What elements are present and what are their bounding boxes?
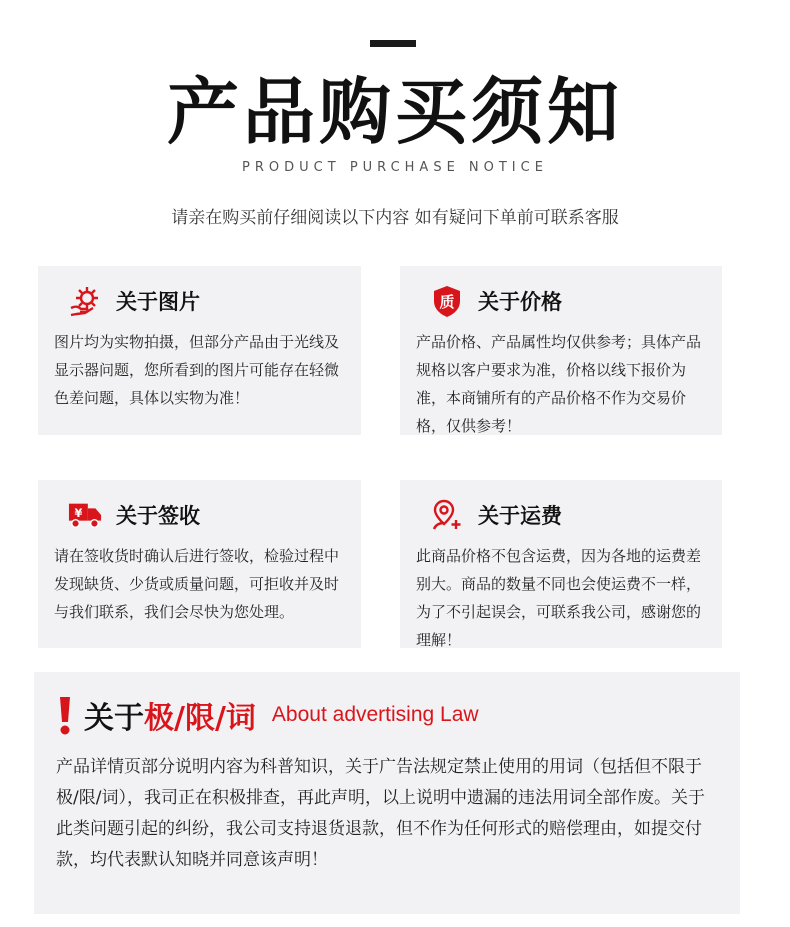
notice-card-images — [38, 266, 361, 435]
card-header — [416, 284, 706, 318]
delivery-truck-icon — [68, 498, 102, 532]
card-title: 关于价格 — [478, 290, 562, 314]
card-header — [54, 498, 345, 532]
intro-text: 请亲在购买前仔细阅读以下内容 如有疑问下单前可联系客服 — [171, 208, 619, 228]
page-title: 产品购买须知 — [166, 70, 623, 154]
card-title: 关于签收 — [116, 504, 200, 528]
card-body: 此商品价格不包含运费，因为各地的运费差别大。商品的数量不同也会使运费不一样，为了不引起误会，可联系我公司，感谢您的理解！ — [416, 547, 702, 649]
card-body: 请在签收货时确认后进行签收，检验过程中发现缺货、少货或质量问题，可拒收并及时与我们联系，我们会尽快为您处理。 — [54, 547, 340, 621]
card-body: 图片均为实物拍摄，但部分产品由于光线及显示器问题，您所看到的图片可能存在轻微色差问题，具体以实物为准！ — [54, 333, 340, 407]
quality-shield-icon — [430, 284, 464, 318]
page-subtitle: PRODUCT PURCHASE NOTICE — [242, 160, 548, 175]
exclamation-icon — [56, 695, 74, 735]
law-title-highlight: 极/限/词 — [144, 701, 256, 736]
location-person-icon — [430, 498, 464, 532]
card-header — [416, 498, 706, 532]
card-title: 关于图片 — [116, 290, 200, 314]
notice-card-price — [400, 266, 722, 435]
card-title: 关于运费 — [478, 504, 562, 528]
law-title-en: About advertising Law — [271, 703, 479, 726]
title-decor-bar — [370, 40, 416, 47]
card-body: 产品价格、产品属性均仅供参考；具体产品规格以客户要求为准，价格以线下报价为准，本商铺所有的产品价格不作为交易价格，仅供参考！ — [416, 333, 702, 435]
shield-icon-text: 质 — [439, 293, 455, 311]
law-body: 产品详情页部分说明内容为科普知识，关于广告法规定禁止使用的用词（包括但不限于极/限/词），我司正在积极排查，再此声明，以上说明中遗漏的违法用词全部作废。关于此类问题引起的纠纷，我公司支持退货退款，但不作为任何形式的赔偿理由，如提交付款，均代表默认知晓并同意该声明！ — [56, 757, 705, 870]
card-header — [54, 284, 345, 318]
svg-text:¥: ¥ — [74, 505, 83, 520]
notice-card-receipt — [38, 480, 361, 648]
law-header — [56, 692, 716, 738]
law-title-prefix: 关于 — [84, 701, 144, 736]
gear-hand-icon — [68, 284, 102, 318]
law-notice — [34, 672, 740, 914]
notice-card-shipping — [400, 480, 722, 648]
